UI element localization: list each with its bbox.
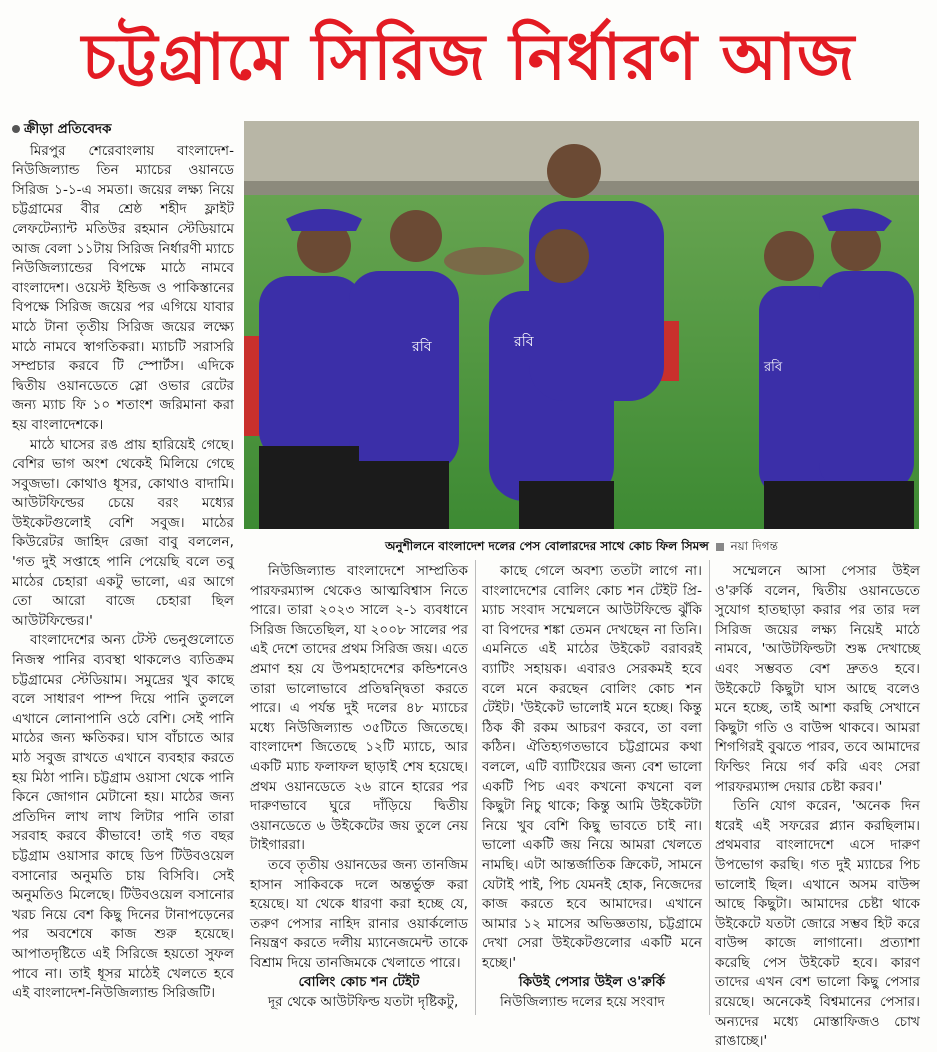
paragraph: তবে তৃতীয় ওয়ানডের জন্য তানজিম হাসান সাকিবকে দলে অন্তর্ভুক্ত করা হয়েছে। যা থেকে ধারণা করা হচ্ছে যে, তরুণ পেসার নাহিদ রানার ওয়ার্কলোড নিয়ন্ত্রণ করতে দলীয় ম্যানেজমেন্ট তাকে বিশ্রাম দিয়ে তানজিমকে খেলাতে পারে। (250, 856, 468, 971)
paragraph: দূর থেকে আউটফিল্ড যতটা দৃষ্টিকটু, (268, 994, 459, 1011)
byline-text: ক্রীড়া প্রতিবেদক (24, 121, 112, 137)
subheading: বোলিং কোচ শন টেইট (298, 974, 420, 991)
jersey-logo-text: রবি (412, 338, 432, 354)
article-column-3 (482, 562, 702, 1017)
subheading: কিউই পেসার উইল ও'রুর্কি (518, 974, 666, 991)
team-practice-photo (244, 121, 919, 529)
bullet-icon (12, 125, 20, 133)
column-divider (709, 560, 710, 1015)
paragraph: নিউজিল্যান্ড দলের হয়ে সংবাদ (500, 994, 665, 1011)
separator-square-icon (716, 543, 724, 551)
article-column-4 (715, 562, 920, 1050)
article-column-2 (250, 562, 468, 1017)
paragraph: মিরপুর শেরেবাংলায় বাংলাদেশ-নিউজিল্যান্ড তিন ম্যাচের ওয়ানডে সিরিজ ১-১-এ সমতা। জয়ের লক্ষ্য নিয়ে চট্টগ্রামের বীর শ্রেষ্ঠ শহীদ ফ্লাইট লেফটেন্যান্ট মতিউর রহমান স্টেডিয়ামে আজ বেলা ১১টায় সিরিজ নির্ধারণী ম্যাচে নিউজিল্যান্ডের বিপক্ষে মাঠে নামবে বাংলাদেশ। ওয়েস্ট ইন্ডিজ ও পাকিস্তানের বিপক্ষে সিরিজ জয়ের পর এগিয়ে যাবার মাঠে টানা তৃতীয় সিরিজ জয়ের লক্ষ্যে মাঠে নামবে স্বাগতিকরা। ম্যাচটি সরাসরি সম্প্রচার করবে টি স্পোর্টস। এদিকে দ্বিতীয় ওয়ানডেতে স্লো ওভার রেটের জন্য ম্যাচ ফি ১০ শতাংশ জরিমানা করা হয় বাংলাদেশকে। (12, 142, 234, 433)
headline: চট্টগ্রামে সিরিজ নির্ধারণ আজ (81, 21, 856, 95)
jersey-logo-text: রবি (764, 359, 783, 374)
column-divider (475, 560, 476, 1015)
paragraph: তিনি যোগ করেন, 'অনেক দিন ধরেই এই সফরের প্ল্যান করছিলাম। প্রথমবার বাংলাদেশে এসে দারুণ উপভোগ করছি। গত দুই ম্যাচের পিচ ভালোই ছিল। এখানে অসম বাউন্স আছে কিছুটা। আমাদের চেষ্টা থাকে উইকেটে যতটা জোরে সম্ভব হিট করে বাউন্স কাজে লাগানো। প্রত্যাশা করেছি পেস উইকেট হবে। কারণ তাদের এখন বেশ ভালো কিছু পেসার রয়েছে। অনেকেই বিশ্বমানের পেসার। অন্যদের মধ্যে মোস্তাফিজও চোখ রাঙাচ্ছে।' (715, 798, 920, 1050)
photo-credit: নয়া দিগন্ত (730, 539, 778, 553)
byline (12, 120, 234, 140)
paragraph: মাঠে ঘাসের রঙ প্রায় হারিয়েই গেছে। বেশির ভাগ অংশ থেকেই মিলিয়ে গেছে সবুজভা। কোথাও ধূসর, কোথাও বাদামি। আউটফিল্ডের চেয়ে বরং মধ্যের উইকেটগুলোই বেশি সবুজ। মাঠের কিউরেটর জাহিদ রেজা বাবু বললেন, 'গত দুই সপ্তাহে পানি পেয়েছি বলে তবু মাঠের চেহারা একটু ভালো, এর আগে তো আরো বাজে চেহারা ছিল আউটফিল্ডের।' (12, 436, 234, 629)
paragraph: কাছে গেলে অবশ্য ততটা লাগে না। বাংলাদেশের বোলিং কোচ শন টেইট প্রি-ম্যাচ সংবাদ সম্মেলনে আউটফিল্ডে ঝুঁকি বা বিপদের শঙ্কা তেমন দেখছেন না তিনি। এমনিতে এই মাঠের উইকেট বরাবরই ব্যাটিং সহায়ক। এবারও সেরকমই হবে বলে মনে করছেন বোলিং কোচ শন টেইট। 'উইকেট ভালোই মনে হচ্ছে। কিন্তু ঠিক কী রকম আচরণ করবে, তা বলা কঠিন। ঐতিহ্যগতভাবে চট্টগ্রামের কথা বললে, এটি ব্যাটিংয়ের জন্য বেশ ভালো একটি পিচ এবং কখনো কখনো বল কিছুটা নিচু থাকে; কিন্তু আমি উইকেটটা নিয়ে খুব বেশি কিছু ভাবতে চাই না। ভালো একটি জয় নিয়ে আমরা খেলতে নামছি। এটা আন্তর্জাতিক ক্রিকেট, সামনে যেটাই পাই, পিচ যেমনই হোক, নিজেদের কাজ করতে হবে আমাদের। এখানে আমার ১২ মাসের অভিজ্ঞতায়, চট্টগ্রামে দেখা সেরা উইকেটগুলোর একটি মনে হচ্ছে।' (482, 563, 702, 971)
paragraph: নিউজিল্যান্ড বাংলাদেশে সাম্প্রতিক পারফরম্যান্স থেকেও আত্মবিশ্বাস নিতে পারে। তারা ২০২৩ সালে ২-১ ব্যবধানে সিরিজ জিতেছিল, যা ২০০৮ সালের পর এই দেশে তাদের প্রথম সিরিজ জয়। এতে প্রমাণ হয় যে উপমহাদেশের কন্ডিশনেও তারা ভালোভাবে প্রতিদ্বন্দ্বিতা করতে পারে। এ পর্যন্ত দুই দলের ৪৮ ম্যাচের মধ্যে নিউজিল্যান্ড ৩৫টিতে জিতেছে। বাংলাদেশ জিতেছে ১২টি ম্যাচে, আর একটি ম্যাচ ফলাফল ছাড়াই শেষ হয়েছে। প্রথম ওয়ানডেতে ২৬ রানে হারের পর দারুণভাবে ঘুরে দাঁড়িয়ে দ্বিতীয় ওয়ানডেতে ৬ উইকেটের জয় তুলে নেয় টাইগাররা। (250, 563, 468, 854)
photo-caption (244, 535, 919, 557)
photo-illustration (244, 121, 919, 529)
article-column-1 (12, 120, 234, 1018)
jersey-logo-text: রবি (514, 333, 534, 349)
paragraph: সম্মেলনে আসা পেসার উইল ও'রুর্কি বলেন, দ্বিতীয় ওয়ানডেতে সুযোগ হাতছাড়া করার পর তার দল সিরিজ জয়ের লক্ষ্য নিয়েই মাঠে নামবে, 'আউটফিল্ডটা শুষ্ক দেখাচ্ছে এবং সম্ভবত বেশ দ্রুতও হবে। উইকেটে কিছুটা ঘাস আছে বলেও মনে হচ্ছে, তাই আশা করছি সেখানে কিছুটা গতি ও বাউন্স থাকবে। আমরা শিগগিরই বুঝতে পারব, তবে আমাদের ফিল্ডিং নিয়ে গর্ব করি এবং সেরা পারফরম্যান্স দেয়ার চেষ্টা করব।' (715, 563, 920, 795)
paragraph: বাংলাদেশের অন্য টেস্ট ভেনুগুলোতে নিজস্ব পানির ব্যবস্থা থাকলেও ব্যতিক্রম চট্টগ্রামের স্টেডিয়াম। সমুদ্রের খুব কাছে বলে সাধারণ পাম্প দিয়ে পানি তুললে এখানে লোনাপানি ওঠে বেশি। সেই পানি মাঠের জন্য ক্ষতিকর। ঘাস বাঁচাতে আর মাঠ সবুজ রাখতে এখানে ব্যবহার করতে হয় মিঠা পানি। চট্টগ্রাম ওয়াসা থেকে পানি কিনে জোগান মেটানো হয়। মাঠের জন্য প্রতিদিন লাখ লাখ লিটার পানি তারা সরবাহ করবে কীভাবে! তাই গত বছর চট্টগ্রাম ওয়াসার কাছে ডিপ টিউবওয়েল বসানোর অনুমতি চায় বিসিবি। সেই অনুমতিও মিলেছে। টিউবওয়েল বসানোর খরচ নিয়ে বেশ কিছু দিনের টানাপড়েনের পর অবশেষে কাজ শুরু হয়েছে। আপাতদৃষ্টিতে এই সিরিজে হয়তো সুফল পাবে না। তাই ধূসর মাঠেই খেলতে হবে এই বাংলাদেশ-নিউজিল্যান্ড সিরিজটি। (12, 632, 234, 1002)
caption-text: অনুশীলনে বাংলাদেশ দলের পেস বোলারদের সাথে কোচ ফিল সিমন্স (385, 539, 709, 553)
